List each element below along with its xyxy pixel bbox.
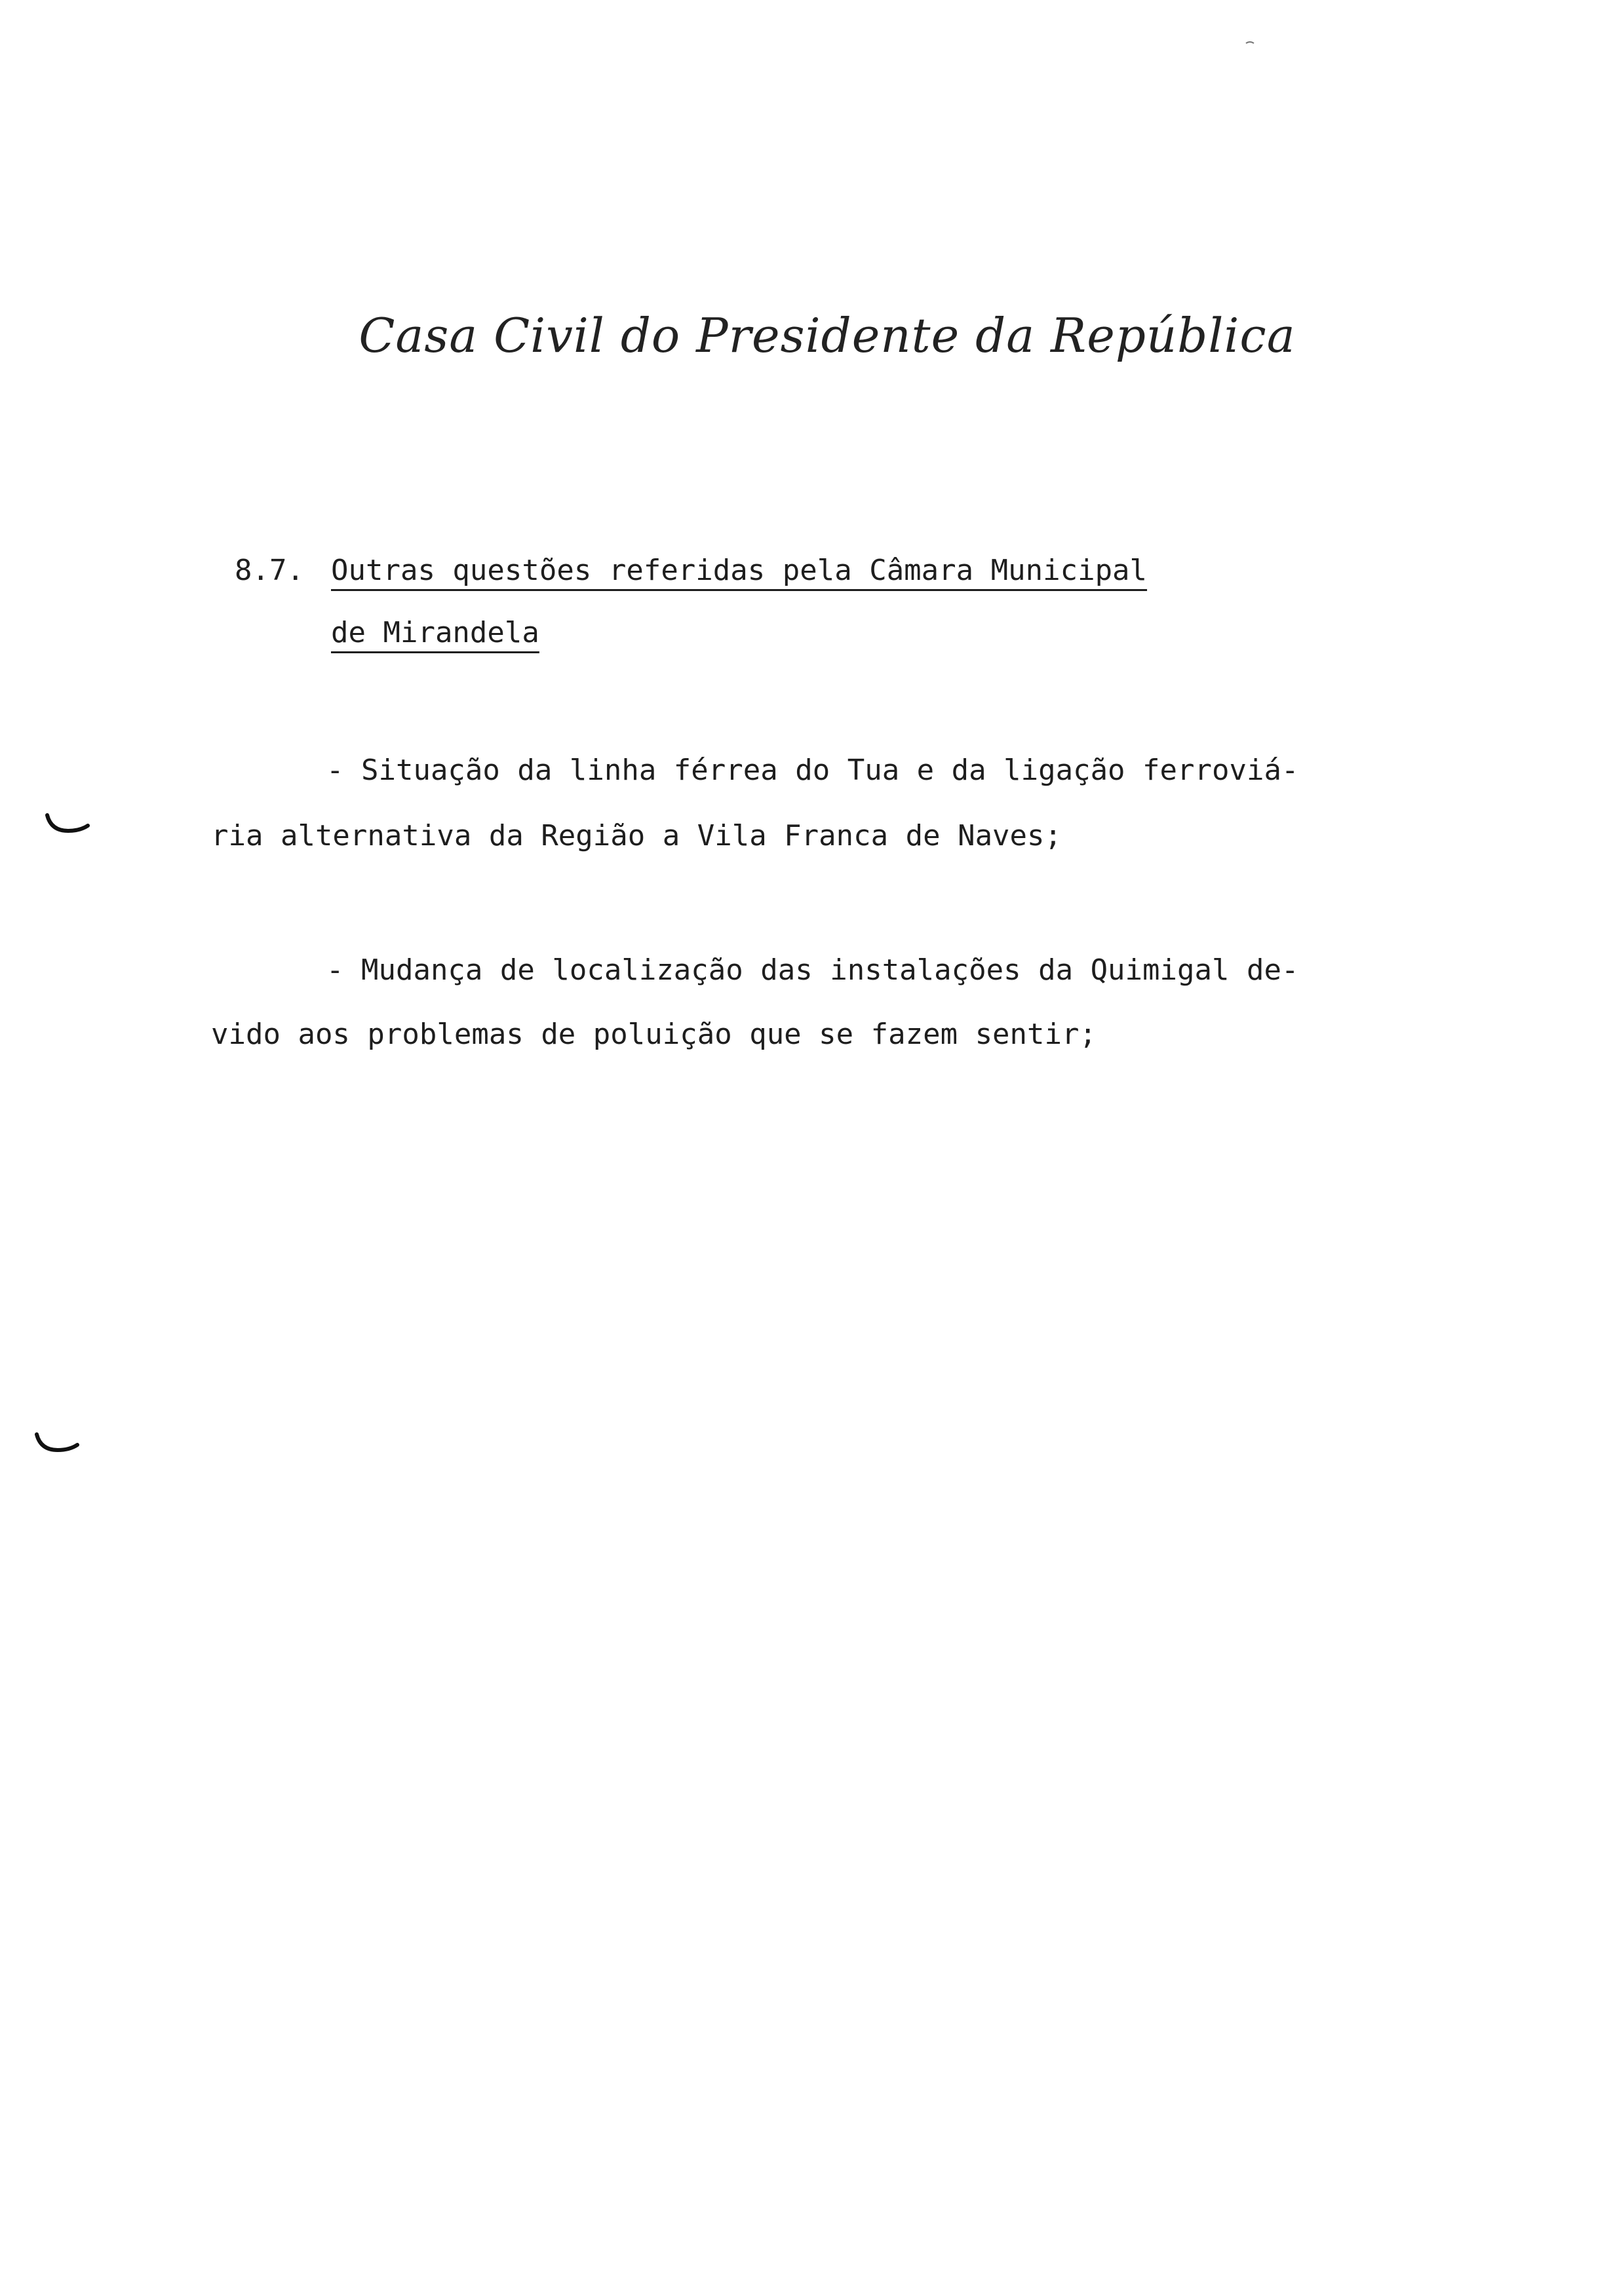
paper-speck-icon — [1245, 41, 1255, 45]
item-1-line-2: ria alternativa da Região a Vila Franca de Naves; — [211, 819, 1062, 852]
punch-hole-mark-icon — [34, 1432, 80, 1454]
item-2-line-1: - Mudança de localização das instalações da Quimigal de- — [326, 953, 1299, 987]
section-title-line-2: de Mirandela — [331, 616, 539, 649]
letterhead: Casa Civil do Presidente da República — [359, 308, 1296, 363]
section-title-line-1: Outras questões referidas pela Câmara Municipal — [331, 554, 1148, 587]
item-1-line-1: - Situação da linha férrea do Tua e da ligação ferroviá- — [326, 754, 1299, 787]
item-2-line-2: vido aos problemas de poluição que se fazem sentir; — [211, 1018, 1097, 1051]
section-number: 8.7. — [235, 554, 304, 587]
punch-hole-mark-icon — [45, 813, 90, 835]
